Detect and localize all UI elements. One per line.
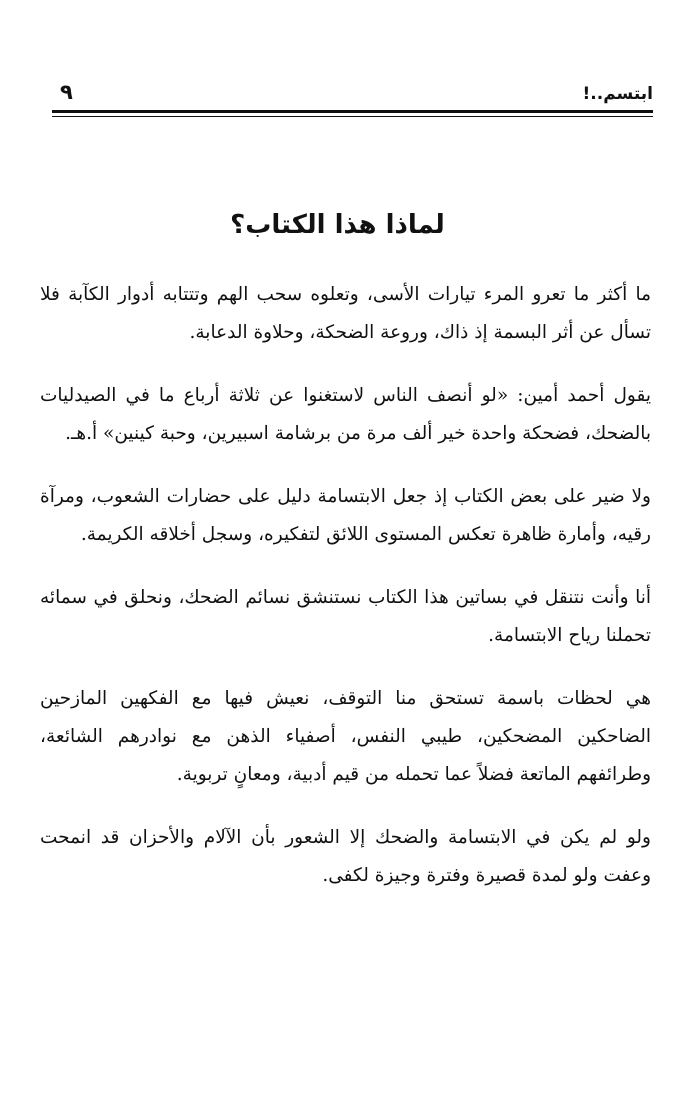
- paragraph: هي لحظات باسمة تستحق منا التوقف، نعيش فيها مع الفكهين المازحين الضاحكين المضحكين، طيبي النفس، أصفياء الذهن مع نوادرهم الشائعة، وطرائفهم الماتعة فضلاً عما تحمله من قيم أدبية، ومعانٍ تربوية.: [40, 688, 651, 785]
- page-number: ٩: [60, 80, 73, 104]
- paragraph: يقول أحمد أمين: «لو أنصف الناس لاستغنوا عن ثلاثة أرباع ما في الصيدليات بالضحك، فضحكة واحدة خير ألف مرة من برشامة اسبيرين، وحبة كينين» أ.هـ.: [40, 385, 651, 444]
- paragraph: ما أكثر ما تعرو المرء تيارات الأسى، وتعلوه سحب الهم وتتتابه أدوار الكآبة فلا تسأل عن أثر البسمة إذ ذاك، وروعة الضحكة، وحلاوة الدعابة.: [40, 284, 651, 343]
- paragraph: ولو لم يكن في الابتسامة والضحك إلا الشعور بأن الآلام والأحزان قد انمحت وعفت ولو لمدة قصيرة وفترة وجيزة لكفى.: [40, 827, 651, 886]
- running-title: ابتسم..!: [582, 84, 653, 104]
- section-title: لماذا هذا الكتاب؟: [230, 210, 445, 240]
- header-rule-thin: [52, 116, 653, 117]
- paragraph: أنا وأنت نتنقل في بساتين هذا الكتاب نستنشق نسائم الضحك، ونحلق في سمائه تحملنا رياح الابتسامة.: [40, 587, 651, 646]
- paragraph: ولا ضير على بعض الكتاب إذ جعل الابتسامة دليل على حضارات الشعوب، ومرآة رقيه، وأمارة ظاهرة تعكس المستوى اللائق لتفكيره، وسجل أخلاقه الكريمة.: [40, 486, 651, 545]
- header-rule-thick: [52, 110, 653, 113]
- body-text: [40, 276, 651, 920]
- page-header: [52, 78, 653, 110]
